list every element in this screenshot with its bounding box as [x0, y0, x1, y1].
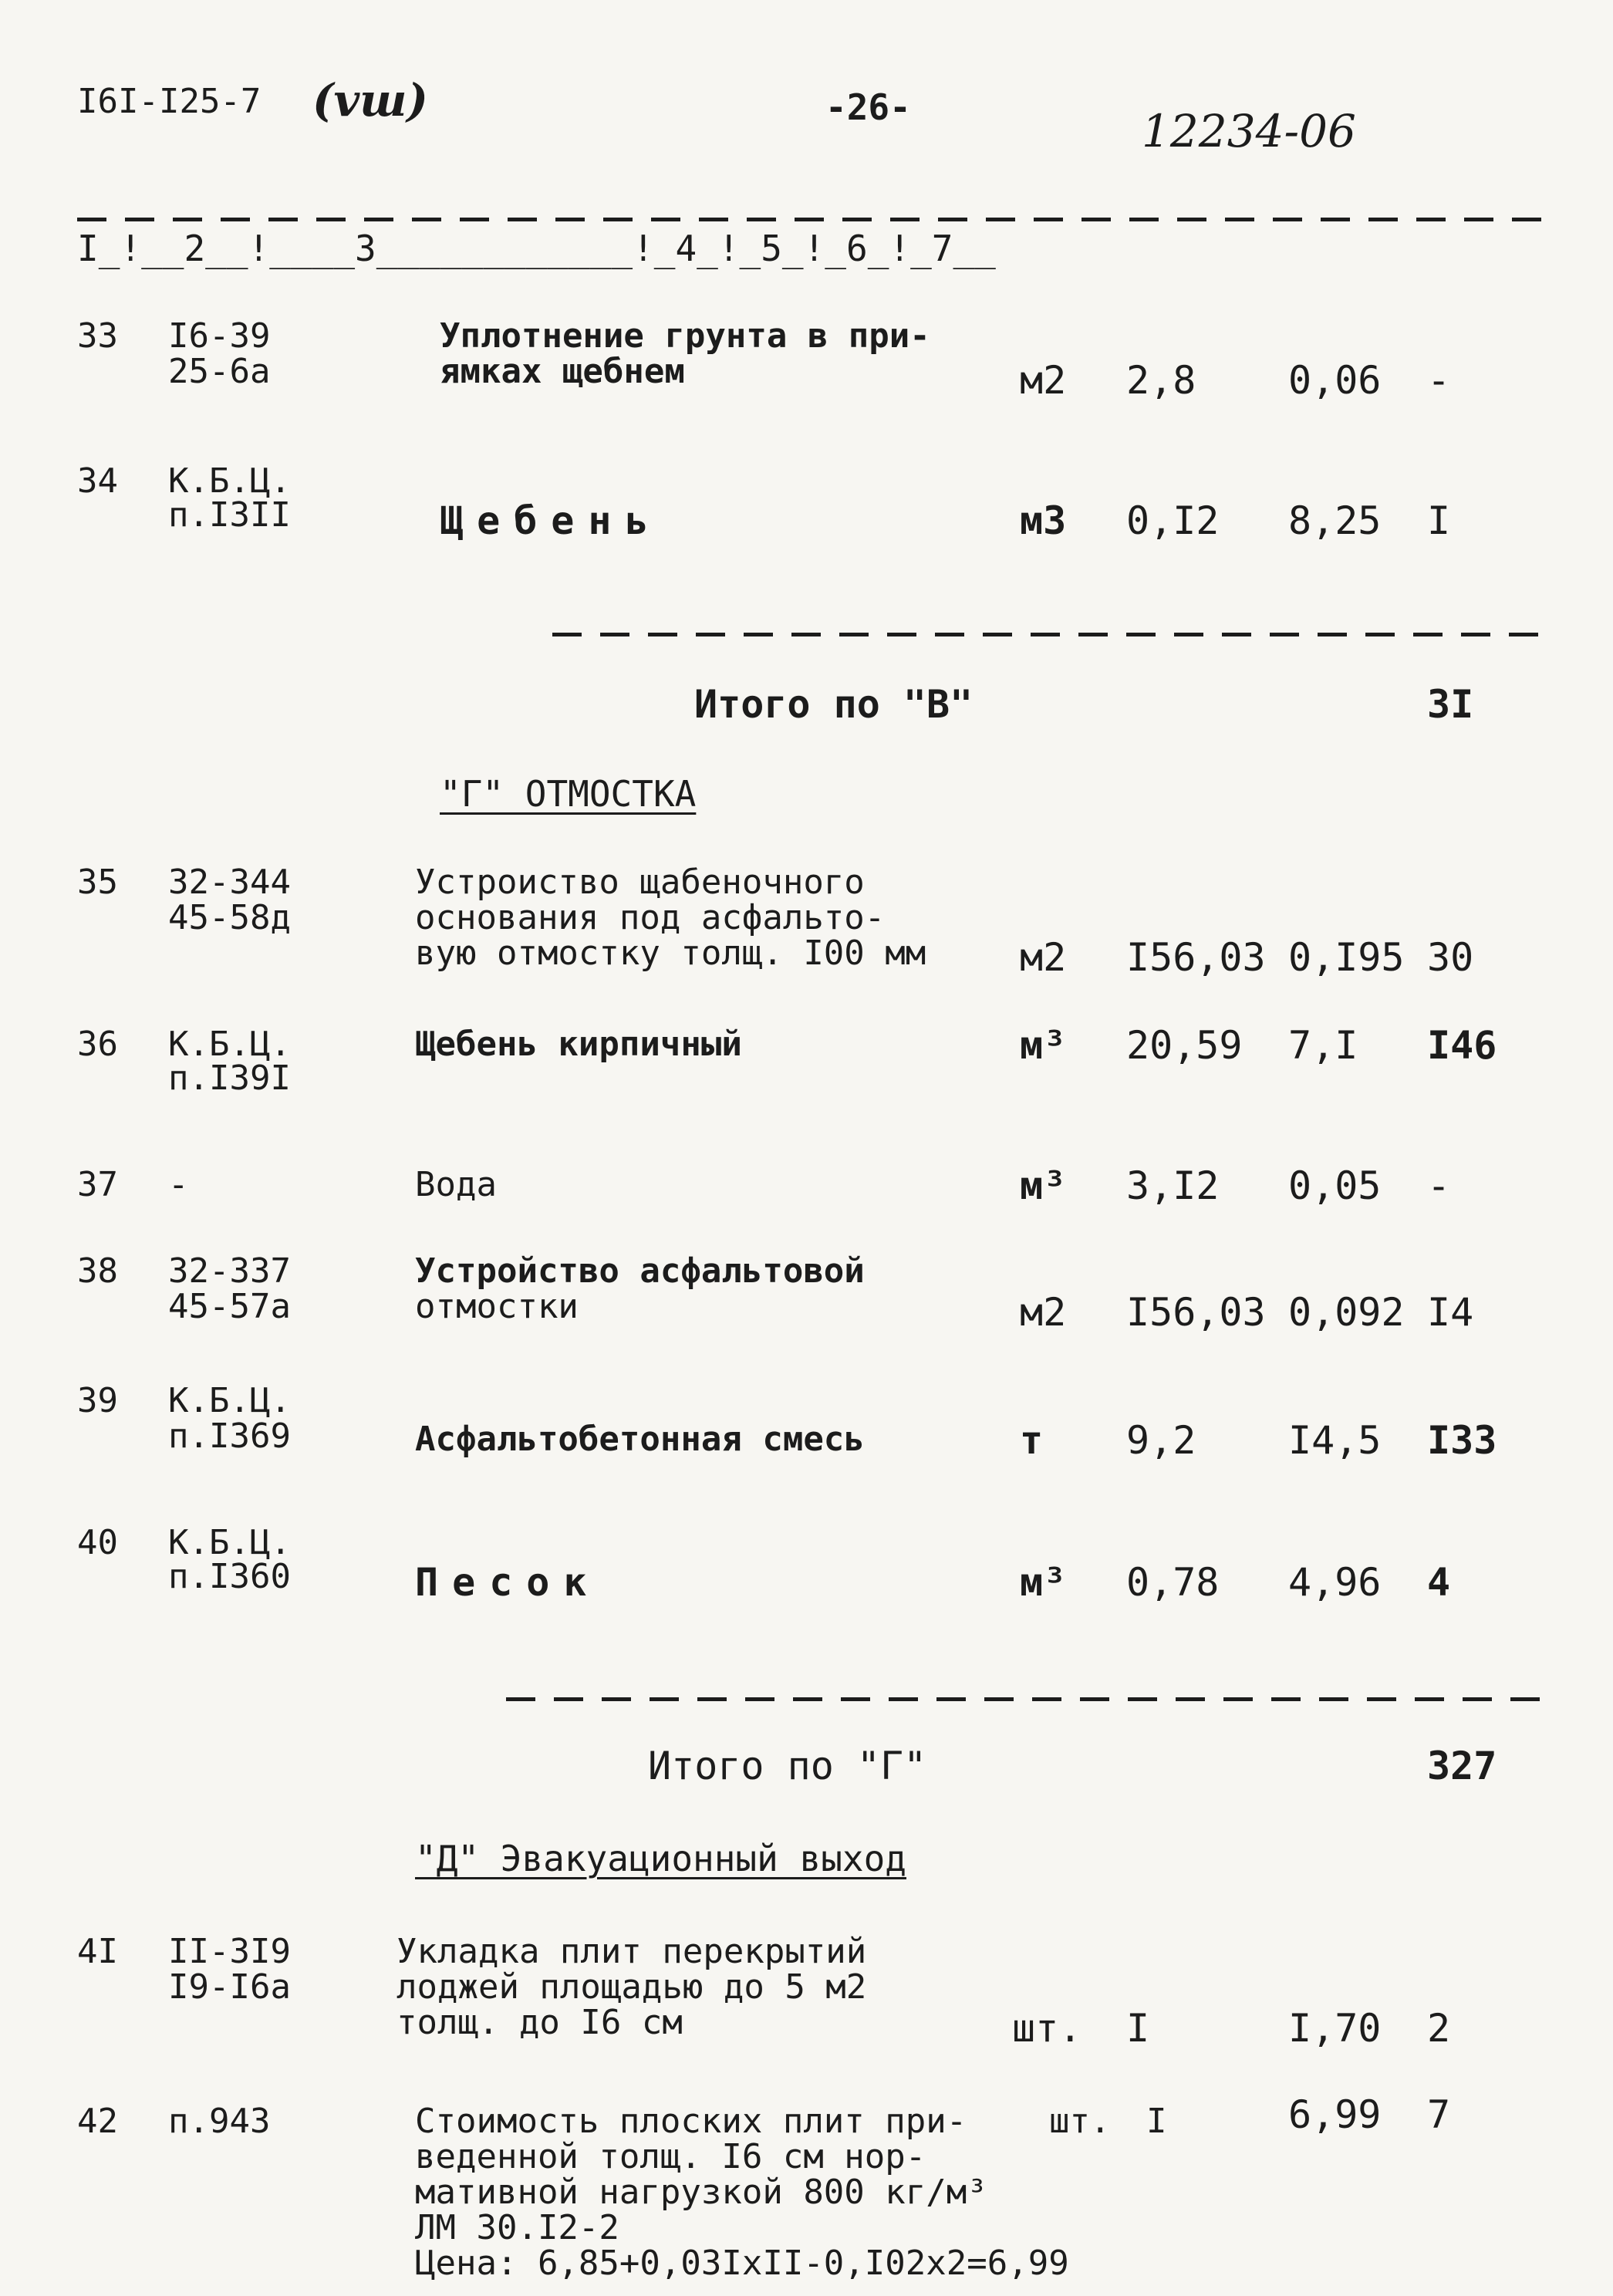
- subtotal-rule: [552, 633, 1555, 636]
- row-quantity: 3,I2: [1126, 1163, 1220, 1208]
- row-code-line: -: [168, 1165, 189, 1204]
- row-quantity: I56,03: [1126, 935, 1266, 980]
- row-price: 8,25: [1288, 498, 1382, 543]
- row-number: 33: [77, 316, 118, 356]
- row-code-line: п.I369: [168, 1416, 291, 1456]
- row-unit: шт.: [1049, 2102, 1111, 2141]
- column-header: I_!__2__!____3____________!_4_!_5_!_6_!_7__: [77, 228, 996, 269]
- row-description-line: ямках щебнем: [440, 352, 685, 391]
- row-number: 35: [77, 863, 118, 902]
- row-code-line: 32-337: [168, 1251, 291, 1291]
- row-total: 7: [1427, 2092, 1451, 2137]
- row-description-line: Цена: 6,85+0,03IxII-0,I02x2=6,99: [415, 2244, 1069, 2283]
- row-description-line: Песок: [415, 1560, 601, 1605]
- row-number: 39: [77, 1381, 118, 1420]
- row-total: 4: [1427, 1560, 1451, 1605]
- row-price: 4,96: [1288, 1560, 1382, 1605]
- row-description-line: мативной нагрузкой 800 кг/м³: [415, 2173, 987, 2212]
- row-price: 0,05: [1288, 1163, 1382, 1208]
- row-total: -: [1427, 1163, 1451, 1208]
- subtotal-total: 327: [1427, 1744, 1497, 1788]
- row-code-line: К.Б.Ц.: [168, 1523, 291, 1562]
- subtotal-label: Итого по "В": [694, 682, 974, 727]
- row-unit: м3: [1020, 498, 1067, 543]
- row-number: 4I: [77, 1932, 118, 1971]
- doc-mark: (vш): [312, 74, 428, 127]
- row-quantity: I: [1126, 2006, 1150, 2051]
- row-description-line: лоджей площадью до 5 м2: [397, 1967, 867, 2007]
- row-code-line: 45-57a: [168, 1287, 291, 1326]
- row-price: I,70: [1288, 2006, 1382, 2051]
- row-code-line: II-3I9: [168, 1932, 291, 1971]
- row-quantity: I56,03: [1126, 1290, 1266, 1335]
- row-description-line: отмостки: [415, 1287, 579, 1326]
- row-code-line: К.Б.Ц.: [168, 461, 291, 501]
- row-total: I33: [1427, 1418, 1497, 1463]
- row-code-line: 32-344: [168, 863, 291, 902]
- row-code-line: п.I39I: [168, 1059, 291, 1098]
- subtotal-label: Итого по "Г": [648, 1744, 927, 1788]
- row-code-line: 25-6a: [168, 352, 271, 391]
- row-description-line: Щебень: [440, 498, 663, 543]
- archive-number: 12234-06: [1142, 105, 1356, 157]
- row-description-line: толщ. до I6 см: [397, 2003, 683, 2042]
- row-unit: м³: [1020, 1163, 1067, 1208]
- page-number: -26-: [825, 86, 911, 128]
- row-price: 6,99: [1288, 2092, 1382, 2137]
- row-number: 40: [77, 1523, 118, 1562]
- row-price: 7,I: [1288, 1023, 1358, 1068]
- row-quantity: I: [1146, 2102, 1167, 2141]
- row-code-line: I6-39: [168, 316, 271, 356]
- row-total: I4: [1427, 1290, 1474, 1335]
- row-code-line: п.943: [168, 2102, 271, 2141]
- row-description-line: основания под асфальто-: [415, 898, 886, 937]
- row-quantity: 20,59: [1126, 1023, 1243, 1068]
- doc-code: I6I-I25-7: [77, 82, 262, 121]
- row-unit: шт.: [1012, 2006, 1082, 2051]
- row-quantity: 0,78: [1126, 1560, 1220, 1605]
- row-quantity: 0,I2: [1126, 498, 1220, 543]
- row-description-line: Вода: [415, 1165, 497, 1204]
- row-description-line: Стоимость плоских плит при-: [415, 2102, 967, 2141]
- row-description-line: Устройство асфальтовой: [415, 1251, 865, 1291]
- row-unit: т: [1020, 1418, 1044, 1463]
- row-price: 0,I95: [1288, 935, 1405, 980]
- row-code-line: п.I360: [168, 1557, 291, 1596]
- row-price: 0,06: [1288, 358, 1382, 403]
- row-number: 38: [77, 1251, 118, 1291]
- row-code-line: К.Б.Ц.: [168, 1381, 291, 1420]
- row-number: 37: [77, 1165, 118, 1204]
- row-total: I: [1427, 498, 1451, 543]
- column-header-top-rule: [77, 218, 1558, 221]
- row-quantity: 2,8: [1126, 358, 1196, 403]
- row-code-line: п.I3II: [168, 495, 291, 535]
- row-description-line: ЛМ 30.I2-2: [415, 2208, 619, 2247]
- row-unit: м³: [1020, 1023, 1067, 1068]
- row-total: -: [1427, 358, 1451, 403]
- row-total: 30: [1427, 935, 1474, 980]
- row-total: 2: [1427, 2006, 1451, 2051]
- row-description-line: Укладка плит перекрытий: [397, 1932, 867, 1971]
- row-quantity: 9,2: [1126, 1418, 1196, 1463]
- section-title: "Д" Эвакуационный выход: [415, 1838, 906, 1879]
- row-price: I4,5: [1288, 1418, 1382, 1463]
- row-code-line: К.Б.Ц.: [168, 1025, 291, 1064]
- row-description-line: Уплотнение грунта в при-: [440, 316, 930, 356]
- row-code-line: I9-I6a: [168, 1967, 291, 2007]
- row-description-line: вую отмостку толщ. I00 мм: [415, 934, 926, 973]
- subtotal-total: 3I: [1427, 682, 1474, 727]
- section-title: "Г" ОТМОСТКА: [440, 773, 697, 815]
- row-total: I46: [1427, 1023, 1497, 1068]
- row-unit: м2: [1020, 935, 1067, 980]
- row-description-line: веденной толщ. I6 см нор-: [415, 2137, 926, 2176]
- row-unit: м³: [1020, 1560, 1067, 1605]
- row-description-line: Щебень кирпичный: [415, 1025, 742, 1064]
- row-unit: м2: [1020, 1290, 1067, 1335]
- row-number: 36: [77, 1025, 118, 1064]
- row-description-line: Устроиство щабеночного: [415, 863, 865, 902]
- row-number: 34: [77, 461, 118, 501]
- row-description-line: Асфальтобетонная смесь: [415, 1420, 865, 1459]
- row-code-line: 45-58д: [168, 898, 291, 937]
- row-number: 42: [77, 2102, 118, 2141]
- row-price: 0,092: [1288, 1290, 1405, 1335]
- row-unit: м2: [1020, 358, 1067, 403]
- subtotal-rule: [506, 1697, 1555, 1701]
